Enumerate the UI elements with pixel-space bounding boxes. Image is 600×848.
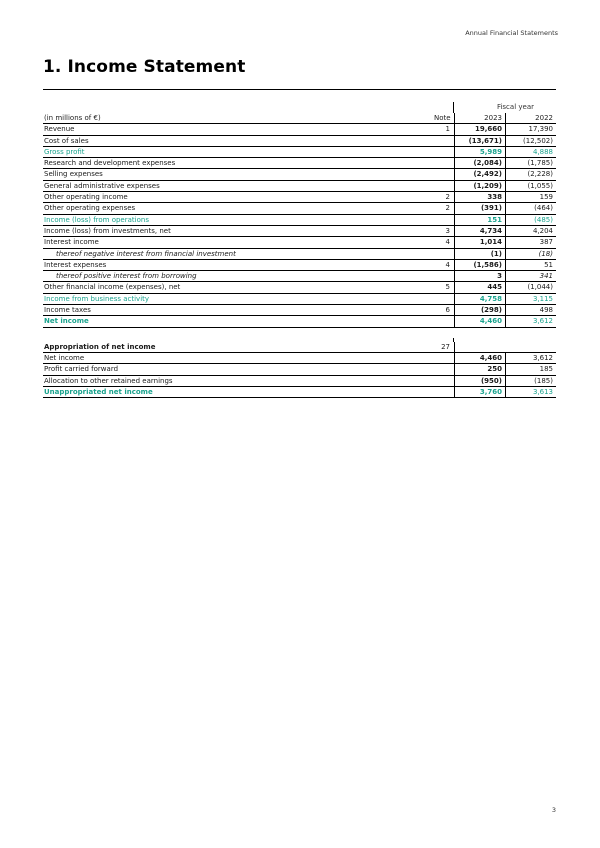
appropriation-heading: Appropriation of net income [44, 342, 156, 351]
row-note: 2 [445, 193, 450, 202]
row-value-2022: 159 [505, 192, 556, 202]
row-label: Research and development expenses [44, 159, 176, 168]
row-note: 6 [445, 306, 450, 315]
row-note [434, 271, 454, 281]
table-row [43, 376, 556, 387]
row-label: Selling expenses [44, 170, 103, 179]
row-value-2022: 498 [505, 305, 556, 315]
table-row [43, 181, 556, 192]
row-value-2022: (464) [505, 203, 556, 213]
row-note: 4 [445, 260, 450, 269]
row-label: thereof positive interest from borrowing [56, 272, 197, 281]
row-note [434, 147, 454, 157]
row-value-2023: (1,586) [454, 260, 505, 270]
row-value-2022: (1,785) [505, 158, 556, 168]
row-value-2023: 338 [454, 192, 505, 202]
column-divider [453, 338, 454, 342]
row-note [434, 376, 454, 386]
table-row [43, 271, 556, 282]
table-row [43, 203, 556, 214]
row-value-2023: 5,989 [454, 147, 505, 157]
table-row [43, 226, 556, 237]
row-note [434, 215, 454, 225]
row-note [434, 158, 454, 168]
row-label: Other operating expenses [44, 204, 136, 213]
row-label: Other financial income (expenses), net [44, 283, 181, 292]
note-column-header: Note [434, 114, 451, 122]
row-label: Income (loss) from operations [44, 215, 149, 224]
row-label: Interest expenses [44, 260, 107, 269]
row-label: Profit carried forward [44, 365, 119, 374]
income-statement-table [43, 99, 556, 398]
row-label: Interest income [44, 238, 99, 247]
row-value-2022: (12,502) [505, 136, 556, 146]
row-value-2023: 4,758 [454, 294, 505, 304]
row-label: Other operating income [44, 193, 128, 202]
row-value-2023: 151 [454, 215, 505, 225]
year-2022-header: 2022 [505, 113, 556, 123]
row-value-2022: 3,613 [505, 387, 556, 397]
row-note [434, 136, 454, 146]
year-2023-header: 2023 [454, 113, 505, 123]
row-value-2023: (950) [454, 376, 505, 386]
row-label: Income from business activity [44, 294, 150, 303]
row-note [434, 249, 454, 259]
row-value-2022: (485) [505, 215, 556, 225]
row-note: 4 [445, 238, 450, 247]
table-row [43, 237, 556, 248]
table-row [43, 136, 556, 147]
row-label: Net income [44, 353, 85, 362]
row-value-2022: 3,612 [505, 316, 556, 326]
row-value-2023: 445 [454, 282, 505, 292]
row-value-2022: (1,044) [505, 282, 556, 292]
row-label: Allocation to other retained earnings [44, 376, 173, 385]
appropriation-note: 27 [441, 342, 450, 351]
table-row [43, 364, 556, 375]
row-value-2023: 250 [454, 364, 505, 374]
table-row [43, 387, 556, 398]
row-value-2022: (1,055) [505, 181, 556, 191]
table-row [43, 158, 556, 169]
row-value-2023: (298) [454, 305, 505, 315]
table-row [43, 124, 556, 135]
row-value-2022: 4,204 [505, 226, 556, 236]
row-value-2022: 3,115 [505, 294, 556, 304]
table-row [43, 305, 556, 316]
row-value-2022: 387 [505, 237, 556, 247]
column-divider [453, 102, 454, 113]
table-row [43, 147, 556, 158]
row-value-2023: (1,209) [454, 181, 505, 191]
row-value-2023: (2,084) [454, 158, 505, 168]
row-value-2023: (391) [454, 203, 505, 213]
row-value-2022: 3,612 [505, 353, 556, 363]
row-value-2023: 19,660 [454, 124, 505, 134]
row-note: 1 [445, 125, 450, 134]
row-value-2023: (13,671) [454, 136, 505, 146]
table-row [43, 294, 556, 305]
row-note [434, 353, 454, 363]
row-note [434, 364, 454, 374]
row-value-2022: 185 [505, 364, 556, 374]
table-header-row [43, 113, 556, 124]
row-label: Cost of sales [44, 136, 89, 145]
document-section-header: Annual Financial Statements [465, 29, 558, 37]
row-note [434, 169, 454, 179]
row-label: Net income [44, 317, 89, 326]
table-row [43, 192, 556, 203]
page-title: 1. Income Statement [43, 57, 246, 77]
table-row [43, 282, 556, 293]
row-note [434, 387, 454, 397]
row-value-2022: (18) [505, 249, 556, 259]
row-value-2023: 4,460 [454, 316, 505, 326]
row-label: Unappropriated net income [44, 387, 153, 396]
row-value-2023: (2,492) [454, 169, 505, 179]
table-row [43, 316, 556, 327]
row-label: Revenue [44, 125, 75, 134]
table-row [43, 260, 556, 271]
row-value-2023: 3,760 [454, 387, 505, 397]
row-value-2022: 17,390 [505, 124, 556, 134]
table-row [43, 215, 556, 226]
page-number: 3 [551, 806, 556, 814]
table-row [43, 249, 556, 260]
row-value-2023: 3 [454, 271, 505, 281]
table-row [43, 353, 556, 364]
row-value-2022: 4,888 [505, 147, 556, 157]
row-label: Gross profit [44, 147, 85, 156]
unit-label: (in millions of €) [44, 114, 101, 122]
fiscal-year-header [43, 99, 556, 113]
row-label: General administrative expenses [44, 181, 160, 190]
row-value-2023: (1) [454, 249, 505, 259]
row-note: 2 [445, 204, 450, 213]
row-note [434, 181, 454, 191]
row-label: Income taxes [44, 306, 91, 315]
fiscal-year-label: Fiscal year [496, 103, 534, 111]
row-note: 5 [445, 283, 450, 292]
row-note: 3 [445, 226, 450, 235]
row-value-2022: 51 [505, 260, 556, 270]
row-value-2022: (2,228) [505, 169, 556, 179]
row-value-2022: (185) [505, 376, 556, 386]
row-value-2023: 1,014 [454, 237, 505, 247]
appropriation-heading-row [43, 342, 556, 353]
row-note [434, 316, 454, 326]
row-value-2022: 341 [505, 271, 556, 281]
table-row [43, 169, 556, 180]
row-label: Income (loss) from investments, net [44, 226, 171, 235]
row-value-2023: 4,460 [454, 353, 505, 363]
row-label: thereof negative interest from financial investment [56, 249, 236, 258]
title-divider [43, 89, 556, 90]
row-value-2023: 4,734 [454, 226, 505, 236]
row-note [434, 294, 454, 304]
